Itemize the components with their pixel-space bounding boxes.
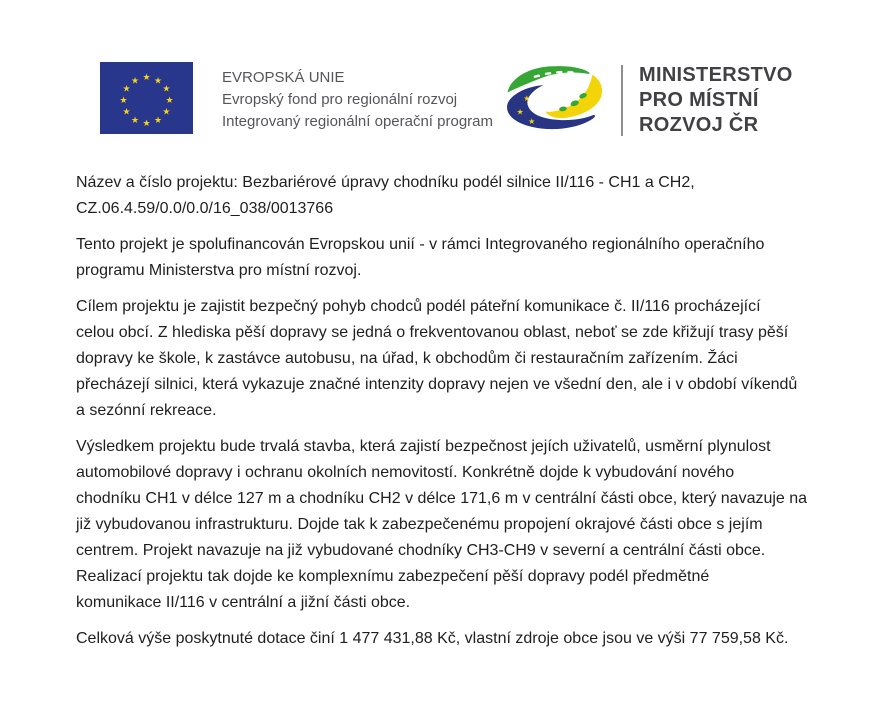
eu-flag-icon (100, 62, 193, 134)
ministry-logo-line: ROZVOJ ČR (639, 113, 759, 136)
svg-text:★: ★ (130, 75, 140, 86)
ministry-logo-block (500, 58, 793, 142)
eu-logo-text (222, 62, 493, 133)
eu-logo-line: Evropský fond pro regionální rozvoj (222, 91, 458, 108)
eu-logo-line: Integrovaný regionální operační program (222, 113, 493, 130)
paragraph-project-result (76, 434, 871, 616)
text-line: komunikace II/116 v centrální a jižní části obce. (76, 594, 411, 611)
text-line: Název a číslo projektu: Bezbariérové úpravy chodníku podél silnice II/116 - CH1 a CH2, (76, 174, 695, 191)
text-line: CZ.06.4.59/0.0/0.0/16_038/0013766 (76, 200, 334, 217)
text-line: Celková výše poskytnuté dotace činí 1 477 431,88 Kč, vlastní zdroje obce jsou ve výši 77 759,58 Kč. (76, 630, 789, 647)
text-line: a sezónní rekreace. (76, 402, 217, 419)
text-line: automobilové dopravy i ochranu okolních nemovitostí. Konkrétně dojde k vybudování nového (76, 464, 735, 481)
text-line: chodníku CH1 v délce 127 m a chodníku CH2 v délce 171,6 m v centrální části obce, který navazuje na (76, 490, 808, 507)
svg-text:★: ★ (516, 107, 524, 117)
ministry-logo-divider (621, 65, 623, 136)
text-line: Tento projekt je spolufinancován Evropskou unií - v rámci Integrovaného regionálního operačního (76, 236, 765, 253)
svg-text:★: ★ (130, 115, 140, 126)
svg-text:★: ★ (122, 83, 131, 94)
svg-text:★: ★ (523, 93, 531, 103)
text-line: dopravy ke škole, k zastávce autobusu, na úřad, k obchodům či restauračním zařízením. Žáci (76, 350, 738, 367)
paragraph-funding-amounts (76, 626, 871, 652)
paragraph-project-title (76, 170, 871, 222)
svg-text:★: ★ (142, 72, 151, 83)
svg-text:★: ★ (142, 118, 151, 129)
paragraph-cofinancing (76, 232, 871, 284)
text-line: přecházejí silnici, která vykazuje značné intenzity dopravy nejen ve všední den, ale i v období víkendů (76, 376, 798, 393)
svg-text:★: ★ (122, 106, 131, 117)
ministry-logo-text (639, 63, 793, 138)
text-line: Realizací projektu tak dojde ke komplexnímu zabezpečení pěší dopravy podél předmětné (76, 568, 710, 585)
svg-text:★: ★ (153, 75, 163, 86)
text-line: již vybudovanou infrastrukturu. Dojde tak k zabezpečenému propojení okrajové části obce s jejím (76, 516, 763, 533)
ministry-logo-line: PRO MÍSTNÍ (639, 88, 759, 111)
text-line: Výsledkem projektu bude trvalá stavba, která zajistí bezpečnost jejích uživatelů, usměrní plynulost (76, 438, 771, 455)
text-line: celou obcí. Z hlediska pěší dopravy se jedná o frekventovanou oblast, neboť se zde křižují trasy pěší (76, 324, 789, 341)
ministry-logo-line: MINISTERSTVO (639, 63, 793, 86)
ministry-logo-icon (500, 58, 612, 142)
text-line: centrem. Projekt navazuje na již vybudované chodníky CH3-CH9 v severní a centrální části obce. (76, 542, 766, 559)
ministry-logo-yellow-band (545, 75, 602, 118)
text-line: Cílem projektu je zajistit bezpečný pohyb chodců podél páteřní komunikace č. II/116 procházející (76, 298, 761, 315)
svg-text:★: ★ (162, 106, 171, 117)
svg-text:★: ★ (153, 115, 163, 126)
text-line: programu Ministerstva pro místní rozvoj. (76, 262, 362, 279)
ministry-logo-green-band (507, 66, 589, 92)
eu-logo-block (100, 62, 493, 134)
eu-logo-line: EVROPSKÁ UNIE (222, 69, 345, 86)
paragraph-project-goal (76, 294, 871, 424)
svg-text:★: ★ (165, 95, 174, 106)
svg-text:★: ★ (119, 95, 128, 106)
svg-text:★: ★ (162, 83, 171, 94)
document-body (76, 170, 871, 662)
svg-text:★: ★ (528, 116, 536, 126)
